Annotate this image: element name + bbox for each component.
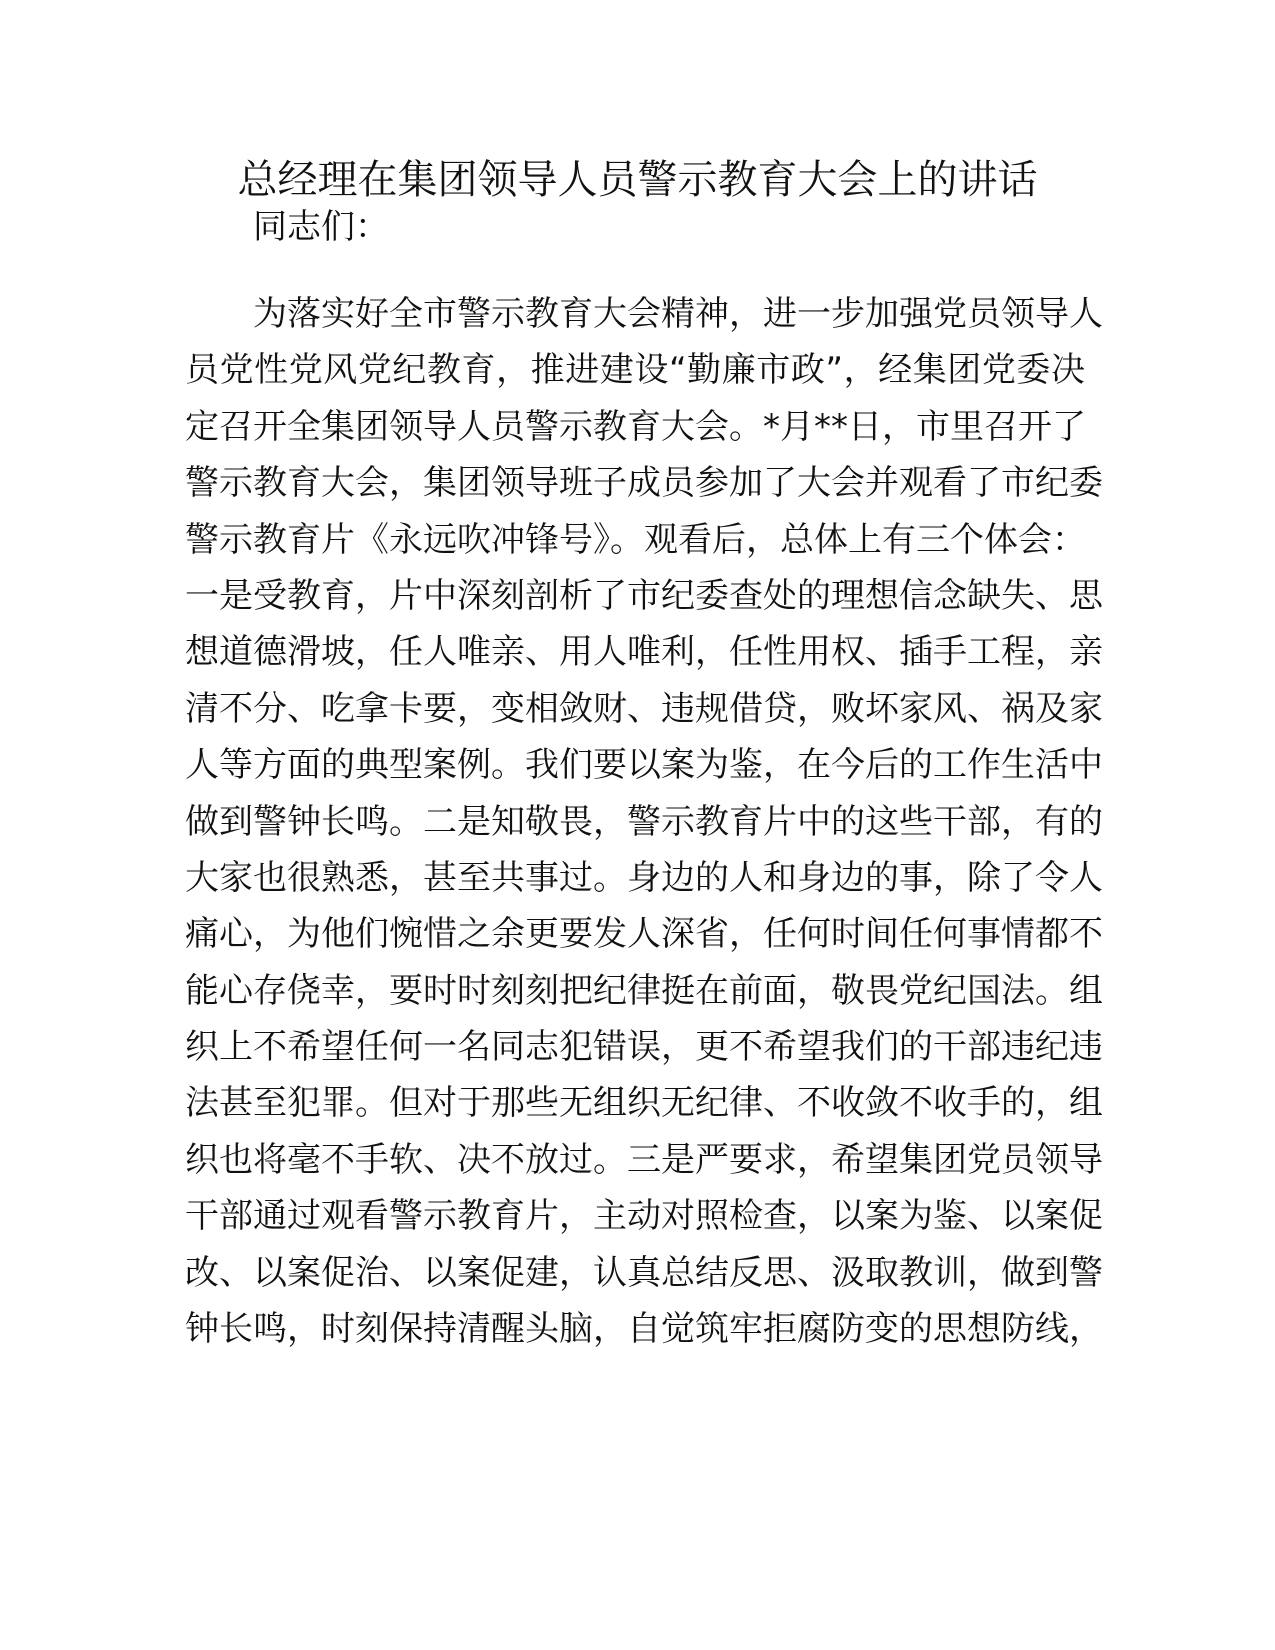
paragraph-line: 大家也很熟悉，甚至共事过。身边的人和身边的事，除了令人 (185, 857, 1103, 898)
salutation: 同志们： (253, 207, 389, 247)
paragraph-line: 清不分、吃拿卡要，变相敛财、违规借贷，败坏家风、祸及家 (185, 688, 1103, 729)
paragraph-line: 钟长鸣，时刻保持清醒头脑，自觉筑牢拒腐防变的思想防线， (185, 1309, 1103, 1350)
paragraph-line: 为落实好全市警示教育大会精神，进一步加强党员领导人 (253, 294, 1103, 334)
paragraph-line: 想道德滑坡，任人唯亲、用人唯利，任性用权、插手工程，亲 (185, 632, 1103, 673)
paragraph-line: 定召开全集团领导人员警示教育大会。*月**日，市里召开了 (185, 406, 1086, 447)
paragraph-line: 能心存侥幸，要时时刻刻把纪律挺在前面，敬畏党纪国法。组 (185, 970, 1103, 1011)
paragraph-line: 警示教育大会，集团领导班子成员参加了大会并观看了市纪委 (185, 463, 1103, 504)
paragraph-line: 改、以案促治、以案促建，认真总结反思、汲取教训，做到警 (185, 1252, 1103, 1293)
paragraph-line: 一是受教育，片中深刻剖析了市纪委查处的理想信念缺失、思 (185, 575, 1103, 616)
paragraph-line: 织上不希望任何一名同志犯错误，更不希望我们的干部违纪违 (185, 1027, 1103, 1068)
body-paragraph (185, 286, 1103, 1357)
paragraph-line: 痛心，为他们惋惜之余更要发人深省，任何时间任何事情都不 (185, 914, 1103, 955)
paragraph-line: 织也将毫不手软、决不放过。三是严要求，希望集团党员领导 (185, 1139, 1103, 1180)
page-title: 总经理在集团领导人员警示教育大会上的讲话 (237, 157, 1038, 203)
paragraph-line: 员党性党风党纪教育，推进建设“勤廉市政”，经集团党委决 (185, 350, 1085, 391)
paragraph-line: 做到警钟长鸣。二是知敬畏，警示教育片中的这些干部，有的 (185, 801, 1103, 842)
paragraph-line: 警示教育片《永远吹冲锋号》。观看后，总体上有三个体会： (185, 519, 1086, 560)
paragraph-line: 法甚至犯罪。但对于那些无组织无纪律、不收敛不收手的，组 (185, 1083, 1103, 1124)
paragraph-line: 人等方面的典型案例。我们要以案为鉴，在今后的工作生活中 (185, 745, 1103, 786)
paragraph-line: 干部通过观看警示教育片，主动对照检查，以案为鉴、以案促 (185, 1196, 1103, 1237)
